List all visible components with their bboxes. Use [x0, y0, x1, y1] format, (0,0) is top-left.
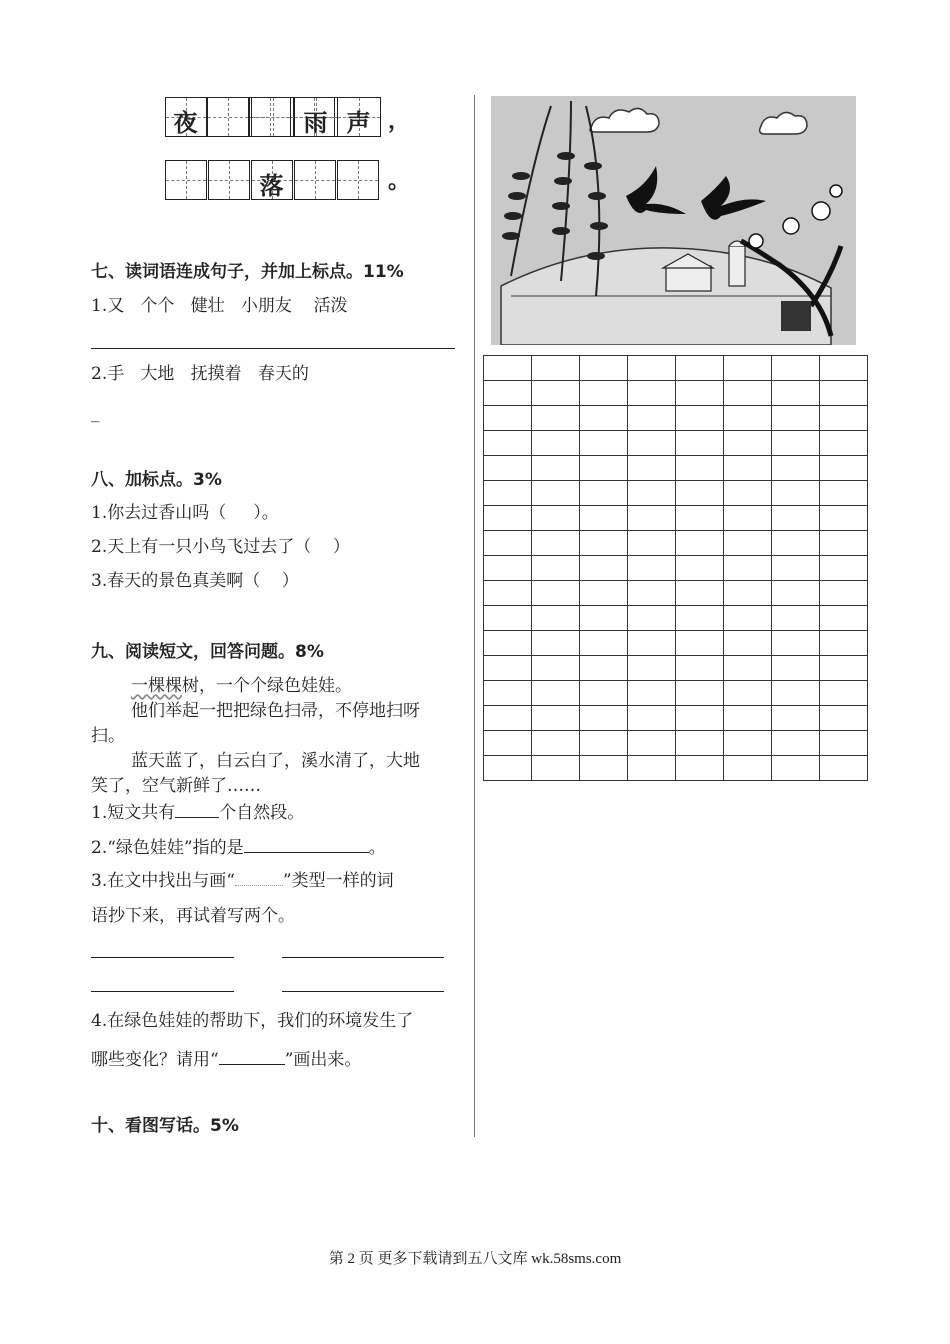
- grid-row: [484, 431, 868, 456]
- grid-cell[interactable]: [724, 606, 772, 631]
- grid-cell[interactable]: [772, 456, 820, 481]
- grid-cell[interactable]: [532, 706, 580, 731]
- grid-cell[interactable]: [820, 356, 868, 381]
- grid-row: [484, 631, 868, 656]
- section-9-q3-line2: 语抄下来，再试着写两个。: [91, 906, 295, 926]
- grid-cell[interactable]: [484, 631, 532, 656]
- tian-cell: 雨: [294, 97, 338, 137]
- grid-cell[interactable]: [580, 656, 628, 681]
- grid-cell[interactable]: [628, 456, 676, 481]
- grid-row: [484, 706, 868, 731]
- grid-cell[interactable]: [676, 431, 724, 456]
- grid-cell[interactable]: [676, 631, 724, 656]
- section-8-title: 八、加标点。3%: [91, 470, 222, 490]
- lantern-icon: [781, 301, 811, 331]
- grid-row: [484, 506, 868, 531]
- grid-cell[interactable]: [484, 756, 532, 781]
- tian-cell: 声: [337, 97, 381, 137]
- grid-cell[interactable]: [628, 756, 676, 781]
- spring-scene-picture: [491, 96, 856, 345]
- grid-cell[interactable]: [724, 456, 772, 481]
- grid-cell[interactable]: [676, 681, 724, 706]
- answer-line[interactable]: [91, 348, 455, 349]
- grid-cell[interactable]: [484, 406, 532, 431]
- grid-cell[interactable]: [484, 656, 532, 681]
- grid-cell[interactable]: [580, 381, 628, 406]
- grid-cell[interactable]: [724, 656, 772, 681]
- grid-cell[interactable]: [628, 731, 676, 756]
- section-7-q2-answer[interactable]: _: [91, 403, 100, 423]
- section-10-title: 十、看图写话。5%: [91, 1116, 239, 1136]
- grid-row: [484, 531, 868, 556]
- grid-cell[interactable]: [676, 456, 724, 481]
- grid-cell[interactable]: [532, 656, 580, 681]
- grid-cell[interactable]: [580, 556, 628, 581]
- section-9-q1: 1.短文共有 个自然段。: [91, 800, 304, 823]
- grid-cell[interactable]: [772, 581, 820, 606]
- grid-cell[interactable]: [484, 606, 532, 631]
- grid-cell[interactable]: [628, 631, 676, 656]
- grid-cell[interactable]: [772, 356, 820, 381]
- grid-cell[interactable]: [628, 681, 676, 706]
- column-divider: [474, 95, 475, 1137]
- grid-cell[interactable]: [532, 506, 580, 531]
- grid-cell[interactable]: [676, 406, 724, 431]
- grid-row: [484, 731, 868, 756]
- grid-cell[interactable]: [484, 731, 532, 756]
- grid-cell[interactable]: [820, 756, 868, 781]
- grid-cell[interactable]: [580, 356, 628, 381]
- section-7-q2: 2.手 大地 抚摸着 春天的: [91, 364, 309, 384]
- tian-cell: [208, 160, 250, 200]
- grid-cell[interactable]: [724, 556, 772, 581]
- grid-cell[interactable]: [532, 556, 580, 581]
- grid-cell[interactable]: [724, 531, 772, 556]
- grid-cell[interactable]: [628, 406, 676, 431]
- grid-punctuation: 。: [388, 169, 411, 194]
- grid-cell[interactable]: [580, 681, 628, 706]
- grid-cell[interactable]: [532, 431, 580, 456]
- tian-cell: 夜: [165, 97, 207, 137]
- answer-line[interactable]: [282, 957, 444, 958]
- section-8-q2: 2.天上有一只小鸟飞过去了（ ）: [91, 537, 350, 557]
- grid-cell[interactable]: [628, 556, 676, 581]
- grid-cell[interactable]: [772, 406, 820, 431]
- grid-cell[interactable]: [676, 706, 724, 731]
- passage-paragraph-3-cont: 笑了，空气新鲜了……: [91, 776, 261, 796]
- answer-line[interactable]: [282, 991, 444, 992]
- grid-cell[interactable]: [820, 681, 868, 706]
- wavy-underlined-word: 一棵棵: [131, 676, 182, 696]
- grid-row: [484, 581, 868, 606]
- grid-cell[interactable]: [676, 506, 724, 531]
- grid-cell[interactable]: [772, 706, 820, 731]
- grid-cell[interactable]: [820, 731, 868, 756]
- page-footer: 第 2 页 更多下载请到五八文库 wk.58sms.com: [328, 1251, 622, 1267]
- writing-grid: [483, 355, 868, 781]
- grid-cell[interactable]: [820, 581, 868, 606]
- grid-row: [484, 681, 868, 706]
- grid-cell[interactable]: [772, 481, 820, 506]
- grid-cell[interactable]: [724, 481, 772, 506]
- section-8-q3: 3.春天的景色真美啊（ ）: [91, 571, 299, 591]
- blank-field[interactable]: [175, 800, 219, 818]
- grid-cell[interactable]: [820, 481, 868, 506]
- grid-cell[interactable]: [820, 381, 868, 406]
- passage-paragraph-1: 一棵棵树，一个个绿色娃娃。: [131, 676, 352, 696]
- grid-cell[interactable]: [532, 456, 580, 481]
- wavy-line-sample: [235, 870, 283, 886]
- section-9-q3: 3.在文中找出与画“ ”类型一样的词: [91, 871, 394, 891]
- grid-row: [484, 381, 868, 406]
- grid-cell[interactable]: [484, 381, 532, 406]
- grid-cell[interactable]: [724, 356, 772, 381]
- grid-row: [484, 456, 868, 481]
- grid-cell[interactable]: [772, 731, 820, 756]
- grid-cell[interactable]: [724, 756, 772, 781]
- grid-row: [484, 481, 868, 506]
- grid-cell[interactable]: [820, 556, 868, 581]
- grid-cell[interactable]: [484, 556, 532, 581]
- grid-cell[interactable]: [580, 731, 628, 756]
- grid-cell[interactable]: [484, 706, 532, 731]
- section-9-q4-line1: 4.在绿色娃娃的帮助下，我们的环境发生了: [91, 1011, 414, 1031]
- grid-cell[interactable]: [820, 406, 868, 431]
- grid-cell[interactable]: [724, 506, 772, 531]
- grid-cell[interactable]: [676, 606, 724, 631]
- tian-cell: 落: [251, 160, 293, 200]
- grid-cell[interactable]: [820, 531, 868, 556]
- grid-cell[interactable]: [724, 631, 772, 656]
- grid-cell[interactable]: [676, 381, 724, 406]
- grid-cell[interactable]: [580, 506, 628, 531]
- grid-row: [484, 406, 868, 431]
- passage-paragraph-2-cont: 扫。: [91, 726, 125, 746]
- grid-cell[interactable]: [724, 681, 772, 706]
- grid-cell[interactable]: [676, 581, 724, 606]
- grid-cell[interactable]: [532, 606, 580, 631]
- grid-cell[interactable]: [628, 531, 676, 556]
- blank-field[interactable]: [219, 1047, 285, 1065]
- grid-cell[interactable]: [628, 706, 676, 731]
- grid-cell[interactable]: [772, 631, 820, 656]
- grid-row: [484, 656, 868, 681]
- grid-cell[interactable]: [820, 506, 868, 531]
- grid-cell[interactable]: [580, 756, 628, 781]
- grid-cell[interactable]: [580, 406, 628, 431]
- grid-cell[interactable]: [532, 756, 580, 781]
- grid-cell[interactable]: [628, 356, 676, 381]
- passage-paragraph-2: 他们举起一把把绿色扫帚，不停地扫呀: [131, 701, 420, 721]
- grid-cell[interactable]: [484, 681, 532, 706]
- grid-cell[interactable]: [772, 531, 820, 556]
- grid-cell[interactable]: [580, 431, 628, 456]
- passage-paragraph-3: 蓝天蓝了，白云白了，溪水清了，大地: [131, 751, 420, 771]
- grid-cell[interactable]: [772, 606, 820, 631]
- grid-cell[interactable]: [628, 481, 676, 506]
- grid-cell[interactable]: [580, 631, 628, 656]
- blank-field[interactable]: [244, 835, 369, 853]
- grid-cell[interactable]: [772, 556, 820, 581]
- grid-cell[interactable]: [676, 656, 724, 681]
- grid-cell[interactable]: [580, 481, 628, 506]
- tian-cell: [337, 160, 379, 200]
- section-9-title: 九、阅读短文，回答问题。8%: [91, 642, 324, 662]
- grid-cell[interactable]: [676, 556, 724, 581]
- grid-cell[interactable]: [820, 656, 868, 681]
- grid-cell[interactable]: [820, 606, 868, 631]
- grid-cell[interactable]: [532, 681, 580, 706]
- grid-cell[interactable]: [820, 706, 868, 731]
- grid-cell[interactable]: [484, 531, 532, 556]
- grid-cell[interactable]: [484, 506, 532, 531]
- grid-cell[interactable]: [532, 406, 580, 431]
- grid-cell[interactable]: [724, 706, 772, 731]
- grid-cell[interactable]: [676, 481, 724, 506]
- tian-cell: [207, 97, 249, 137]
- grid-punctuation: ，: [388, 109, 411, 134]
- grid-cell[interactable]: [532, 481, 580, 506]
- grid-cell[interactable]: [580, 581, 628, 606]
- grid-cell[interactable]: [580, 706, 628, 731]
- grid-cell[interactable]: [484, 581, 532, 606]
- tian-cell: [165, 160, 207, 200]
- grid-cell[interactable]: [772, 656, 820, 681]
- grid-cell[interactable]: [532, 356, 580, 381]
- grid-cell[interactable]: [532, 631, 580, 656]
- grid-cell[interactable]: [676, 756, 724, 781]
- grid-cell[interactable]: [580, 531, 628, 556]
- grid-row: [484, 356, 868, 381]
- grid-cell[interactable]: [484, 481, 532, 506]
- grid-cell[interactable]: [532, 731, 580, 756]
- grid-cell[interactable]: [724, 731, 772, 756]
- section-7-q1: 1.又 个个 健壮 小朋友 活泼: [91, 296, 348, 316]
- grid-row: [484, 556, 868, 581]
- grid-cell[interactable]: [772, 681, 820, 706]
- grid-cell[interactable]: [628, 506, 676, 531]
- section-8-q1: 1.你去过香山吗（ ）。: [91, 503, 279, 523]
- answer-line[interactable]: [91, 991, 234, 992]
- section-7-title: 七、读词语连成句子，并加上标点。11%: [91, 262, 404, 282]
- grid-cell[interactable]: [724, 581, 772, 606]
- grid-row: [484, 606, 868, 631]
- grid-cell[interactable]: [724, 431, 772, 456]
- grid-cell[interactable]: [484, 431, 532, 456]
- grid-cell[interactable]: [676, 731, 724, 756]
- grid-cell[interactable]: [628, 581, 676, 606]
- grid-cell[interactable]: [724, 381, 772, 406]
- grid-cell[interactable]: [676, 356, 724, 381]
- section-9-q2: 2.“绿色娃娃”指的是 。: [91, 835, 386, 858]
- grid-cell[interactable]: [772, 381, 820, 406]
- grid-cell[interactable]: [532, 581, 580, 606]
- grid-cell[interactable]: [820, 456, 868, 481]
- answer-line[interactable]: [91, 957, 234, 958]
- section-9-q4-line2: 哪些变化？请用“ ”画出来。: [91, 1047, 361, 1070]
- grid-cell[interactable]: [628, 656, 676, 681]
- grid-cell[interactable]: [628, 431, 676, 456]
- grid-cell[interactable]: [532, 531, 580, 556]
- grid-cell[interactable]: [724, 406, 772, 431]
- grid-cell[interactable]: [628, 606, 676, 631]
- tian-cell: [294, 160, 336, 200]
- grid-cell[interactable]: [580, 606, 628, 631]
- grid-cell[interactable]: [820, 631, 868, 656]
- grid-cell[interactable]: [676, 531, 724, 556]
- grid-row: [484, 756, 868, 781]
- grid-cell[interactable]: [772, 431, 820, 456]
- grid-cell[interactable]: [484, 456, 532, 481]
- grid-cell[interactable]: [532, 381, 580, 406]
- grid-cell[interactable]: [772, 506, 820, 531]
- grid-cell[interactable]: [580, 456, 628, 481]
- grid-cell[interactable]: [820, 431, 868, 456]
- grid-cell[interactable]: [628, 381, 676, 406]
- grid-cell[interactable]: [484, 356, 532, 381]
- tian-cell: [251, 97, 295, 137]
- grid-cell[interactable]: [772, 756, 820, 781]
